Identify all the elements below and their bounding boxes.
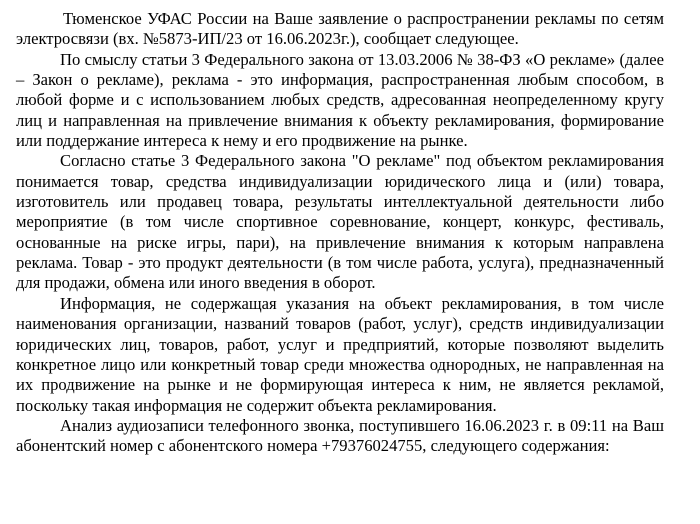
document-body <box>16 9 664 457</box>
paragraph-non-advertising-info: Информация, не содержащая указания на объект рекламирования, в том числе наименования организации, названий товаров (работ, услуг), средств индивидуализации юридических лиц, товаров, работ, услуг и предприятий, которые позволяют выделить конкретное лицо или конкретный товар среди множества однородных, не направленная на их продвижение на рынке и не формирующая интереса к ним, не является рекламой, поскольку такая информация не содержит объекта рекламирования. <box>16 293 664 415</box>
paragraph-call-analysis: Анализ аудиозаписи телефонного звонка, поступившего 16.06.2023 г. в 09:11 на Ваш абонентский номер с абонентского номера +79376024755, следующего содержания: <box>16 415 664 456</box>
paragraph-intro: Тюменское УФАС России на Ваше заявление о распространении рекламы по сетям электросвязи (вх. №5873-ИП/23 от 16.06.2023г.), сообщает следующее. <box>16 9 664 49</box>
paragraph-advertising-definition: По смыслу статьи 3 Федерального закона от 13.03.2006 № 38-ФЗ «О рекламе» (далее – Закон о рекламе), реклама - это информация, распространенная любым способом, в любой форме и с использованием любых средств, адресованная неопределенному кругу лиц и направленная на привлечение внимания к объекту рекламирования, формирование или поддержание интереса к нему и его продвижение на рынке. <box>16 49 664 151</box>
paragraph-advertising-object: Согласно статье 3 Федерального закона "О рекламе" под объектом рекламирования понимается товар, средства индивидуализации юридического лица и (или) товара, изготовитель или продавец товара, результаты интеллектуальной деятельности либо мероприятие (в том числе спортивное соревнование, концерт, конкурс, фестиваль, основанные на риске игры, пари), на привлечение внимания к которым направлена реклама. Товар - это продукт деятельности (в том числе работа, услуга), предназначенный для продажи, обмена или иного введения в оборот. <box>16 151 664 293</box>
